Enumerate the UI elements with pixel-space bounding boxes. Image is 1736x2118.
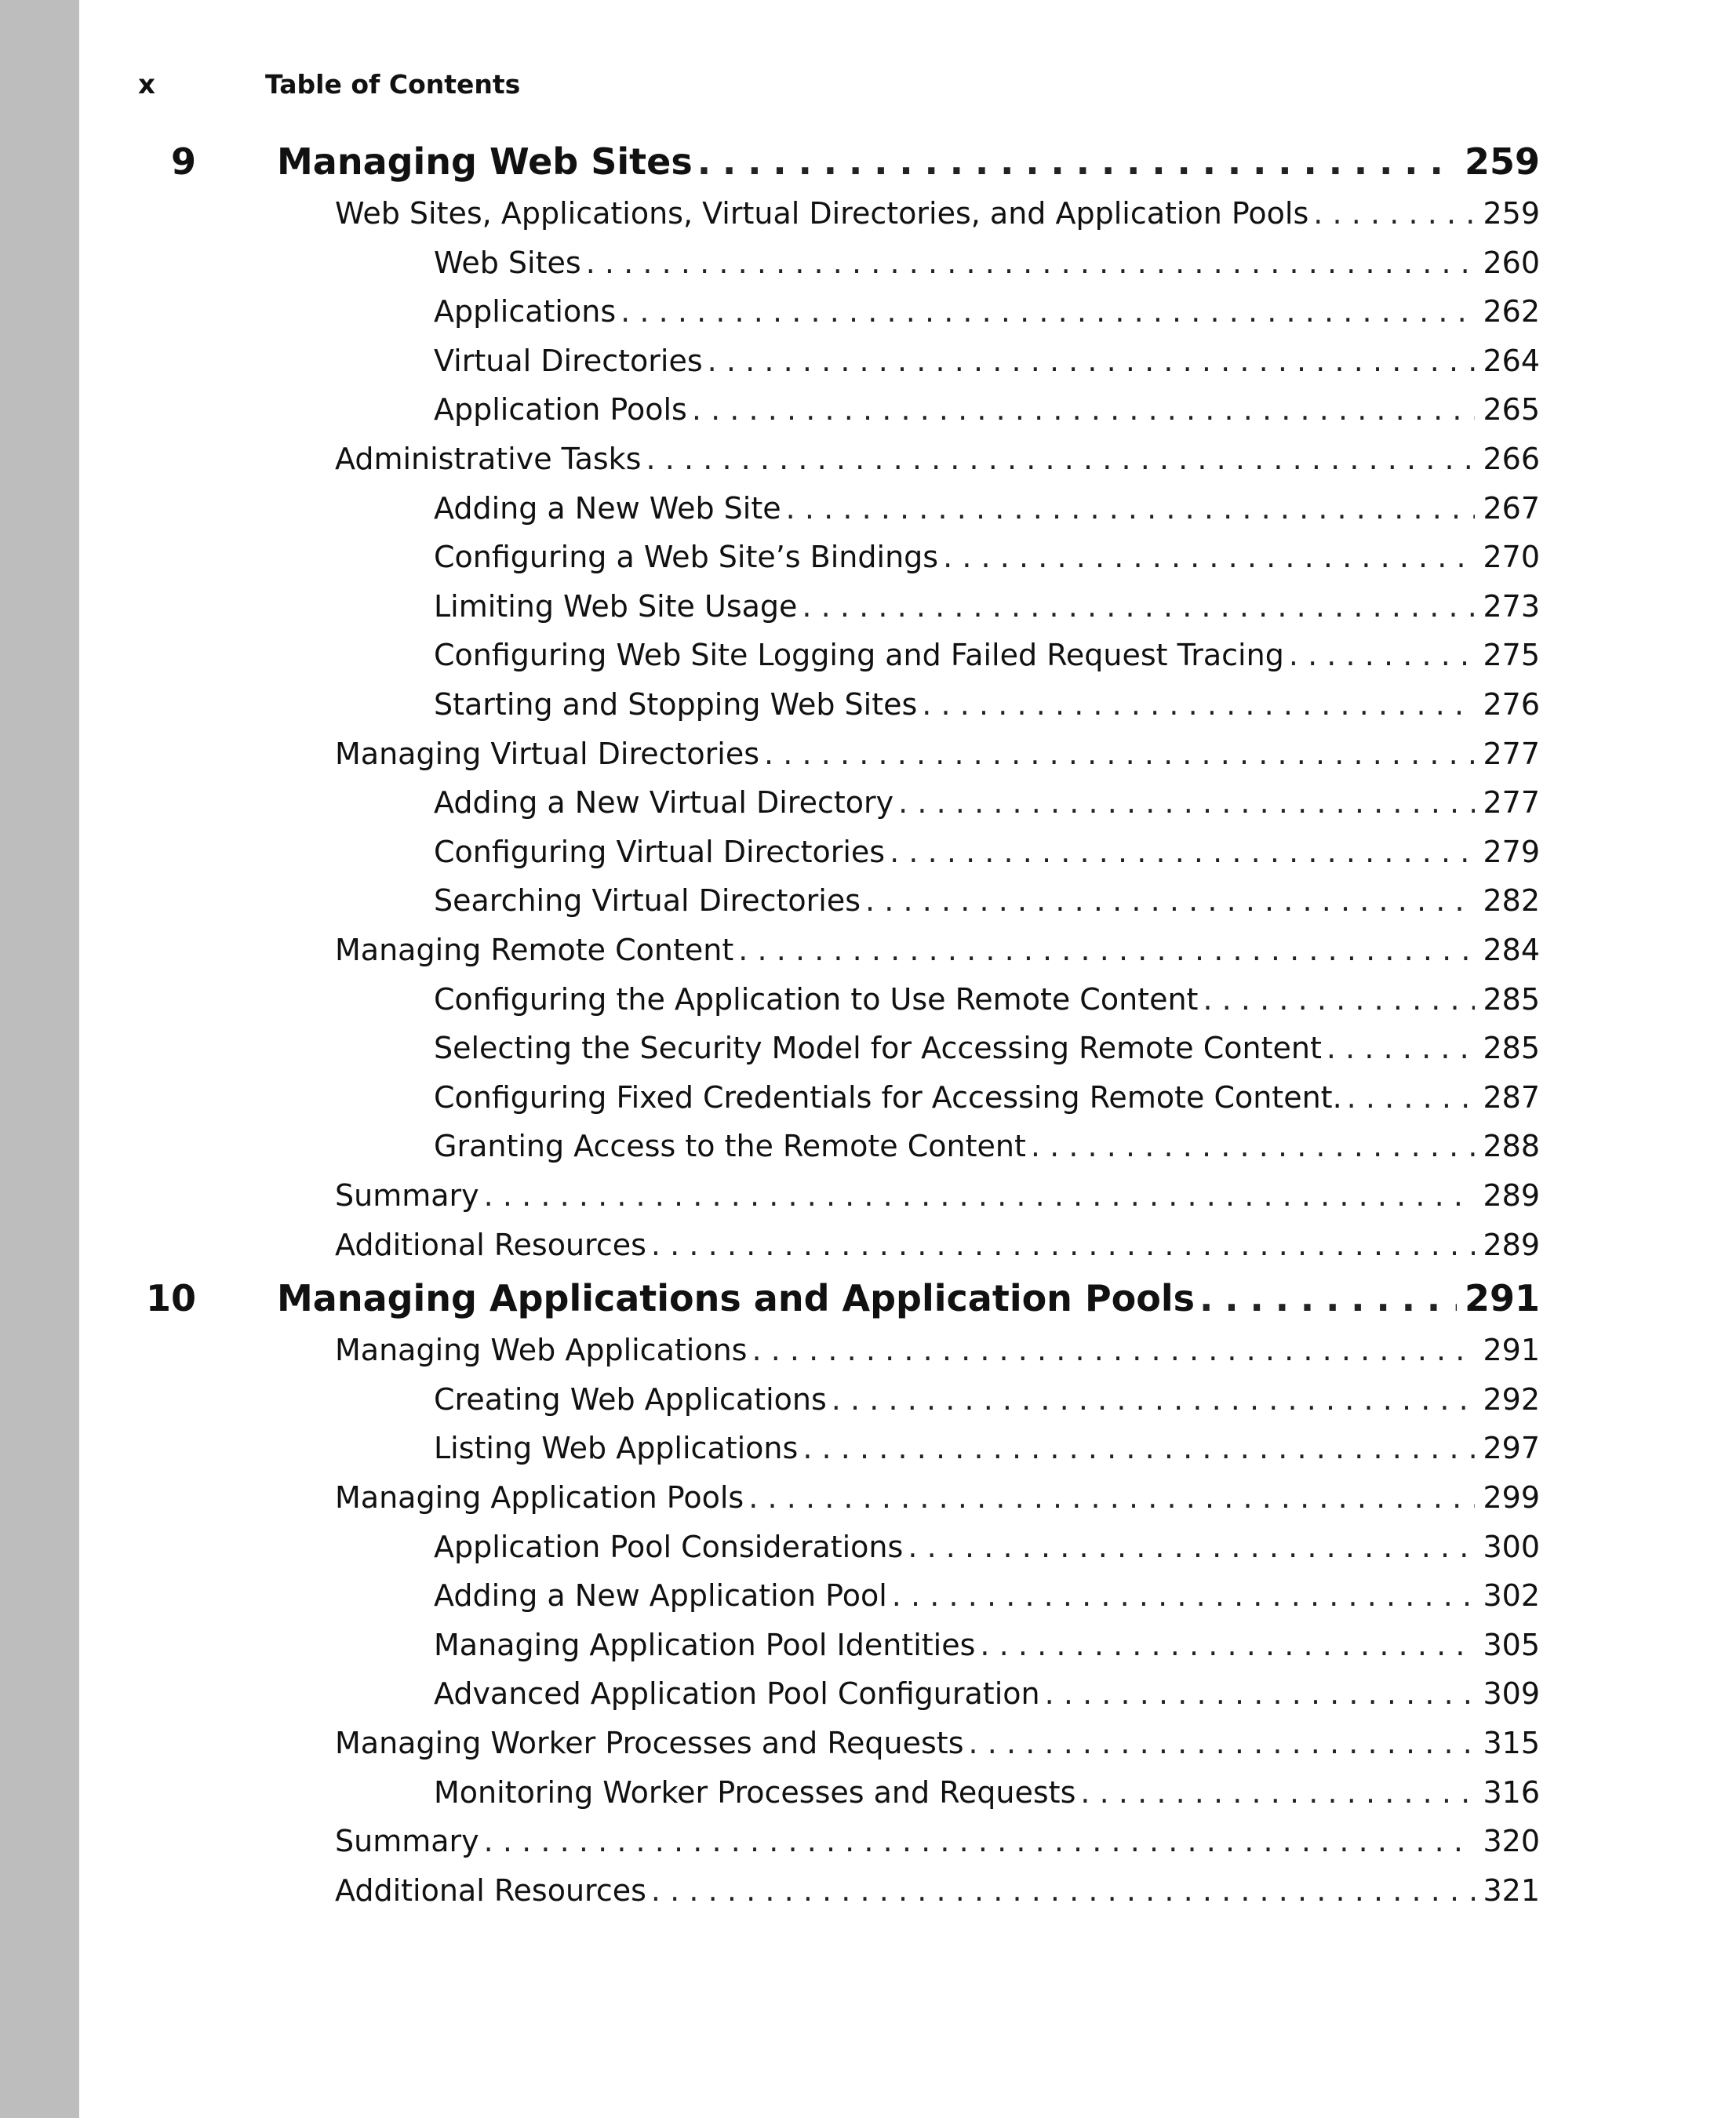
entry-page-number: 276 — [1483, 687, 1540, 722]
subsection-row[interactable] — [434, 1424, 1540, 1472]
chapter-title-row[interactable] — [277, 134, 1540, 189]
entry-title: Advanced Application Pool Configuration — [434, 1676, 1040, 1711]
dot-leader — [980, 1621, 1475, 1669]
dot-leader — [708, 337, 1476, 385]
subsection-row[interactable] — [434, 1768, 1540, 1817]
section-row[interactable] — [335, 435, 1540, 483]
subsection-row[interactable] — [434, 1571, 1540, 1620]
entry-title: Web Sites, Applications, Virtual Directories, and Application Pools — [335, 196, 1309, 231]
entry-page-number: 284 — [1483, 933, 1540, 967]
entry-title: Configuring Web Site Logging and Failed Request Tracing — [434, 638, 1284, 672]
entry-page-number: 288 — [1483, 1129, 1540, 1163]
entry-page-number: 277 — [1483, 785, 1540, 820]
dot-leader — [621, 287, 1475, 336]
entry-page-number: 282 — [1483, 883, 1540, 918]
dot-leader — [1045, 1669, 1476, 1718]
entry-page-number: 299 — [1483, 1480, 1540, 1515]
dot-leader — [802, 1424, 1475, 1472]
dot-leader — [651, 1866, 1476, 1915]
subsection-row[interactable] — [434, 238, 1540, 287]
subsection-row[interactable] — [434, 876, 1540, 925]
subsection-row[interactable] — [434, 1122, 1540, 1170]
dot-leader — [697, 134, 1457, 189]
entry-page-number: 285 — [1483, 982, 1540, 1017]
entry-title: Summary — [335, 1824, 479, 1858]
entry-page-number: 267 — [1483, 491, 1540, 526]
dot-leader — [1347, 1073, 1476, 1122]
entry-title: Listing Web Applications — [434, 1431, 799, 1465]
subsection-row[interactable] — [434, 1621, 1540, 1669]
dot-leader — [786, 484, 1476, 533]
dot-leader — [764, 730, 1475, 778]
dot-leader — [832, 1375, 1476, 1424]
entry-title: Application Pools — [434, 392, 687, 427]
entry-page-number: 287 — [1483, 1080, 1540, 1115]
subsection-row[interactable] — [434, 484, 1540, 533]
section-row[interactable] — [335, 1817, 1540, 1865]
entry-page-number: 309 — [1483, 1676, 1540, 1711]
entry-page-number: 320 — [1483, 1824, 1540, 1858]
dot-leader — [1289, 631, 1476, 679]
entry-title: Managing Virtual Directories — [335, 737, 760, 771]
entry-page-number: 279 — [1483, 835, 1540, 869]
entry-title: Managing Worker Processes and Requests — [335, 1726, 964, 1760]
dot-leader — [1080, 1768, 1475, 1817]
section-row[interactable] — [335, 189, 1540, 238]
subsection-row[interactable] — [434, 337, 1540, 385]
dot-leader — [922, 680, 1475, 729]
subsection-row[interactable] — [434, 1523, 1540, 1571]
dot-leader — [1031, 1122, 1476, 1170]
chapter-number: 9 — [170, 140, 196, 183]
dot-leader — [908, 1523, 1475, 1571]
section-row[interactable] — [335, 1719, 1540, 1767]
entry-title: Configuring Fixed Credentials for Accessing Remote Content. — [434, 1080, 1342, 1115]
subsection-row[interactable] — [434, 1024, 1540, 1072]
entry-page-number: 260 — [1483, 246, 1540, 280]
entry-page-number: 275 — [1483, 638, 1540, 672]
entry-title: Managing Application Pools — [335, 1480, 744, 1515]
entry-page-number: 291 — [1464, 1277, 1540, 1320]
entry-page-number: 259 — [1464, 140, 1540, 183]
dot-leader — [651, 1221, 1476, 1269]
entry-title: Adding a New Virtual Directory — [434, 785, 894, 820]
chapter-number: 10 — [145, 1277, 196, 1320]
section-row[interactable] — [335, 1473, 1540, 1522]
entry-title: Configuring a Web Site’s Bindings — [434, 540, 939, 574]
entry-title: Managing Application Pool Identities — [434, 1628, 976, 1662]
dot-leader — [865, 876, 1475, 925]
entry-title: Administrative Tasks — [335, 442, 642, 476]
dot-leader — [484, 1817, 1476, 1865]
dot-leader — [738, 926, 1475, 974]
dot-leader — [969, 1719, 1476, 1767]
section-row[interactable] — [335, 1171, 1540, 1220]
entry-page-number: 289 — [1483, 1178, 1540, 1213]
entry-page-number: 259 — [1483, 196, 1540, 231]
entry-page-number: 321 — [1483, 1873, 1540, 1908]
section-row[interactable] — [335, 926, 1540, 974]
entry-page-number: 316 — [1483, 1775, 1540, 1810]
entry-page-number: 285 — [1483, 1031, 1540, 1065]
page-number: x — [138, 69, 155, 100]
dot-leader — [752, 1326, 1475, 1374]
entry-page-number: 302 — [1483, 1578, 1540, 1613]
dot-leader — [484, 1171, 1476, 1220]
subsection-row[interactable] — [434, 828, 1540, 876]
entry-title: Adding a New Web Site — [434, 491, 781, 526]
subsection-row[interactable] — [434, 287, 1540, 336]
entry-page-number: 297 — [1483, 1431, 1540, 1465]
entry-page-number: 300 — [1483, 1530, 1540, 1564]
entry-title: Managing Web Applications — [335, 1333, 748, 1367]
dot-leader — [646, 435, 1475, 483]
entry-page-number: 305 — [1483, 1628, 1540, 1662]
entry-page-number: 315 — [1483, 1726, 1540, 1760]
entry-title: Managing Web Sites — [277, 140, 693, 183]
entry-page-number: 262 — [1483, 294, 1540, 329]
entry-title: Applications — [434, 294, 617, 329]
dot-leader — [586, 238, 1476, 287]
subsection-row[interactable] — [434, 533, 1540, 581]
entry-title: Selecting the Security Model for Accessing Remote Content — [434, 1031, 1322, 1065]
entry-title: Additional Resources — [335, 1228, 646, 1262]
entry-title: Summary — [335, 1178, 479, 1213]
section-row[interactable] — [335, 1866, 1540, 1915]
dot-leader — [892, 1571, 1476, 1620]
dot-leader — [802, 582, 1475, 631]
dot-leader — [943, 533, 1475, 581]
dot-leader — [890, 828, 1475, 876]
subsection-row[interactable] — [434, 975, 1540, 1024]
entry-title: Application Pool Considerations — [434, 1530, 904, 1564]
section-row[interactable] — [335, 1221, 1540, 1269]
dot-leader — [1203, 975, 1475, 1024]
entry-title: Searching Virtual Directories — [434, 883, 861, 918]
subsection-row[interactable] — [434, 631, 1540, 679]
entry-page-number: 289 — [1483, 1228, 1540, 1262]
entry-page-number: 277 — [1483, 737, 1540, 771]
entry-title: Managing Applications and Application Pools — [277, 1277, 1196, 1320]
entry-page-number: 292 — [1483, 1382, 1540, 1417]
page-gutter — [0, 0, 79, 2118]
dot-leader — [692, 385, 1476, 434]
subsection-row[interactable] — [434, 1669, 1540, 1718]
entry-page-number: 270 — [1483, 540, 1540, 574]
entry-page-number: 266 — [1483, 442, 1540, 476]
chapter-title-row[interactable] — [277, 1271, 1540, 1326]
entry-title: Monitoring Worker Processes and Requests — [434, 1775, 1076, 1810]
subsection-row[interactable] — [434, 1375, 1540, 1424]
running-title: Table of Contents — [265, 69, 521, 100]
entry-title: Adding a New Application Pool — [434, 1578, 887, 1613]
entry-title: Granting Access to the Remote Content — [434, 1129, 1026, 1163]
entry-page-number: 273 — [1483, 589, 1540, 624]
subsection-row[interactable] — [434, 778, 1540, 827]
entry-title: Web Sites — [434, 246, 581, 280]
entry-page-number: 291 — [1483, 1333, 1540, 1367]
entry-title: Creating Web Applications — [434, 1382, 827, 1417]
entry-title: Additional Resources — [335, 1873, 646, 1908]
subsection-row[interactable] — [434, 1073, 1540, 1122]
entry-page-number: 265 — [1483, 392, 1540, 427]
subsection-row[interactable] — [434, 385, 1540, 434]
running-head — [138, 69, 1550, 108]
entry-title: Starting and Stopping Web Sites — [434, 687, 918, 722]
entry-title: Limiting Web Site Usage — [434, 589, 798, 624]
entry-title: Virtual Directories — [434, 344, 703, 378]
dot-leader — [1313, 189, 1475, 238]
entry-title: Configuring Virtual Directories — [434, 835, 886, 869]
subsection-row[interactable] — [434, 680, 1540, 729]
dot-leader — [898, 778, 1475, 827]
entry-page-number: 264 — [1483, 344, 1540, 378]
dot-leader — [1199, 1271, 1457, 1326]
subsection-row[interactable] — [434, 582, 1540, 631]
section-row[interactable] — [335, 730, 1540, 778]
entry-title: Managing Remote Content — [335, 933, 734, 967]
entry-title: Configuring the Application to Use Remote Content — [434, 982, 1199, 1017]
section-row[interactable] — [335, 1326, 1540, 1374]
dot-leader — [748, 1473, 1475, 1522]
dot-leader — [1327, 1024, 1476, 1072]
